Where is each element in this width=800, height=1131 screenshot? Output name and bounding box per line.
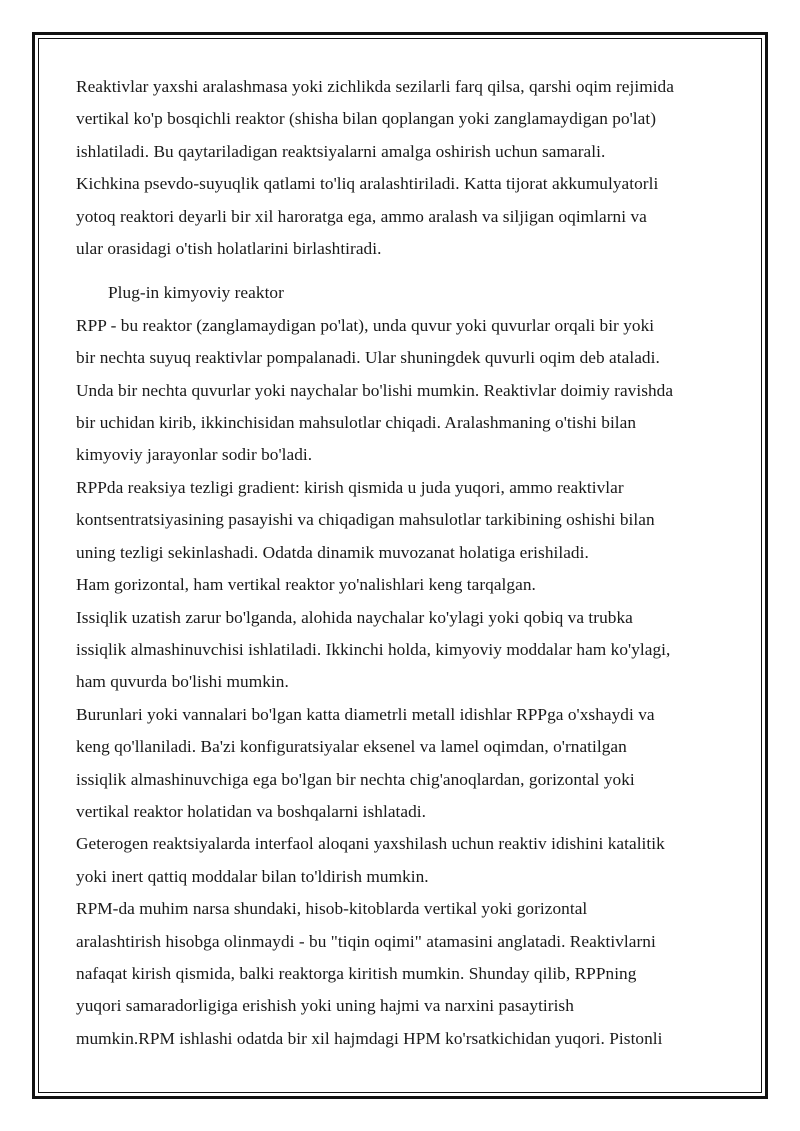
text-line: Reaktivlar yaxshi aralashmasa yoki zichlikda sezilarli farq qilsa, qarshi oqim rejimida [76, 77, 674, 96]
text-line: vertikal reaktor holatidan va boshqalarni ishlatadi. [76, 801, 427, 821]
text-line: Issiqlik uzatish zarur bo'lganda, alohida naychalar ko'ylagi yoki qobiq va trubka [76, 607, 633, 627]
paragraph-intro [76, 71, 736, 265]
text-line: yoki inert qattiq moddalar bilan to'ldirish mumkin. [76, 866, 429, 886]
text-line: uning tezligi sekinlashadi. Odatda dinamik muvozanat holatiga erishiladi. [76, 542, 589, 562]
text-line: RPPda reaksiya tezligi gradient: kirish qismida u juda yuqori, ammo reaktivlar [76, 477, 624, 497]
paragraph-heterogeneous [76, 828, 736, 893]
text-line: Unda bir nechta quvurlar yoki naychalar bo'lishi mumkin. Reaktivlar doimiy ravishda [76, 380, 674, 400]
text-line: Kichkina psevdo-suyuqlik qatlami to'liq aralashtiriladi. Katta tijorat akkumulyatorli [76, 174, 659, 194]
section-heading [76, 277, 736, 309]
text-line: bir nechta suyuq reaktivlar pompalanadi. Ular shuningdek quvurli oqim deb ataladi. [76, 348, 660, 368]
text-line: bir uchidan kirib, ikkinchisidan mahsulotlar chiqadi. Aralashmaning o'tishi bilan [76, 413, 637, 433]
text-line: kontsentratsiyasining pasayishi va chiqadigan mahsulotlar tarkibining oshishi bilan [76, 510, 655, 530]
paragraph-plug-flow [76, 893, 736, 1055]
document-body [76, 71, 736, 1055]
text-line: Ham gorizontal, ham vertikal reaktor yo'nalishlari keng tarqalgan. [76, 575, 536, 595]
paragraph-heat-transfer [76, 602, 736, 699]
text-line: yuqori samaradorligiga erishish yoki uning hajmi va narxini pasaytirish [76, 996, 574, 1016]
text-line: nafaqat kirish qismida, balki reaktorga kiritish mumkin. Shunday qilib, RPPning [76, 963, 637, 983]
text-line: issiqlik almashinuvchisi ishlatiladi. Ikkinchi holda, kimyoviy moddalar ham ko'ylagi, [76, 639, 671, 659]
text-line: Geterogen reaktsiyalarda interfaol aloqani yaxshilash uchun reaktiv idishini katalitik [76, 834, 665, 854]
text-line: RPM-da muhim narsa shundaki, hisob-kitoblarda vertikal yoki gorizontal [76, 899, 588, 919]
text-line: ishlatiladi. Bu qaytariladigan reaktsiyalarni amalga oshirish uchun samarali. [76, 141, 606, 161]
text-line: mumkin.RPM ishlashi odatda bir xil hajmdagi HPM ko'rsatkichidan yuqori. Pistonli [76, 1028, 663, 1048]
text-line: aralashtirish hisobga olinmaydi - bu "tiqin oqimi" atamasini anglatadi. Reaktivlarni [76, 931, 656, 951]
text-line: issiqlik almashinuvchiga ega bo'lgan bir nechta chig'anoqlardan, gorizontal yoki [76, 769, 635, 789]
paragraph-orientation [76, 569, 736, 601]
text-line: kimyoviy jarayonlar sodir bo'ladi. [76, 445, 313, 465]
text-line: keng qo'llaniladi. Ba'zi konfiguratsiyalar eksenel va lamel oqimdan, o'rnatilgan [76, 737, 627, 757]
text-line: RPP - bu reaktor (zanglamaydigan po'lat), unda quvur yoki quvurlar orqali bir yoki [76, 315, 655, 335]
spacer [76, 265, 736, 277]
paragraph-rpp-definition [76, 310, 736, 472]
text-line: vertikal ko'p bosqichli reaktor (shisha bilan qoplangan yoki zanglamaydigan po'lat) [76, 109, 657, 129]
text-line: Burunlari yoki vannalari bo'lgan katta diametrli metall idishlar RPPga o'xshaydi va [76, 704, 655, 724]
text-line: yotoq reaktori deyarli bir xil haroratga ega, ammo aralash va siljigan oqimlarni va [76, 206, 647, 226]
paragraph-metal-vessels [76, 699, 736, 829]
heading-text: Plug-in kimyoviy reaktor [108, 283, 284, 303]
text-line: ular orasidagi o'tish holatlarini birlashtiradi. [76, 239, 382, 259]
text-line: ham quvurda bo'lishi mumkin. [76, 672, 289, 692]
paragraph-reaction-rate [76, 472, 736, 569]
